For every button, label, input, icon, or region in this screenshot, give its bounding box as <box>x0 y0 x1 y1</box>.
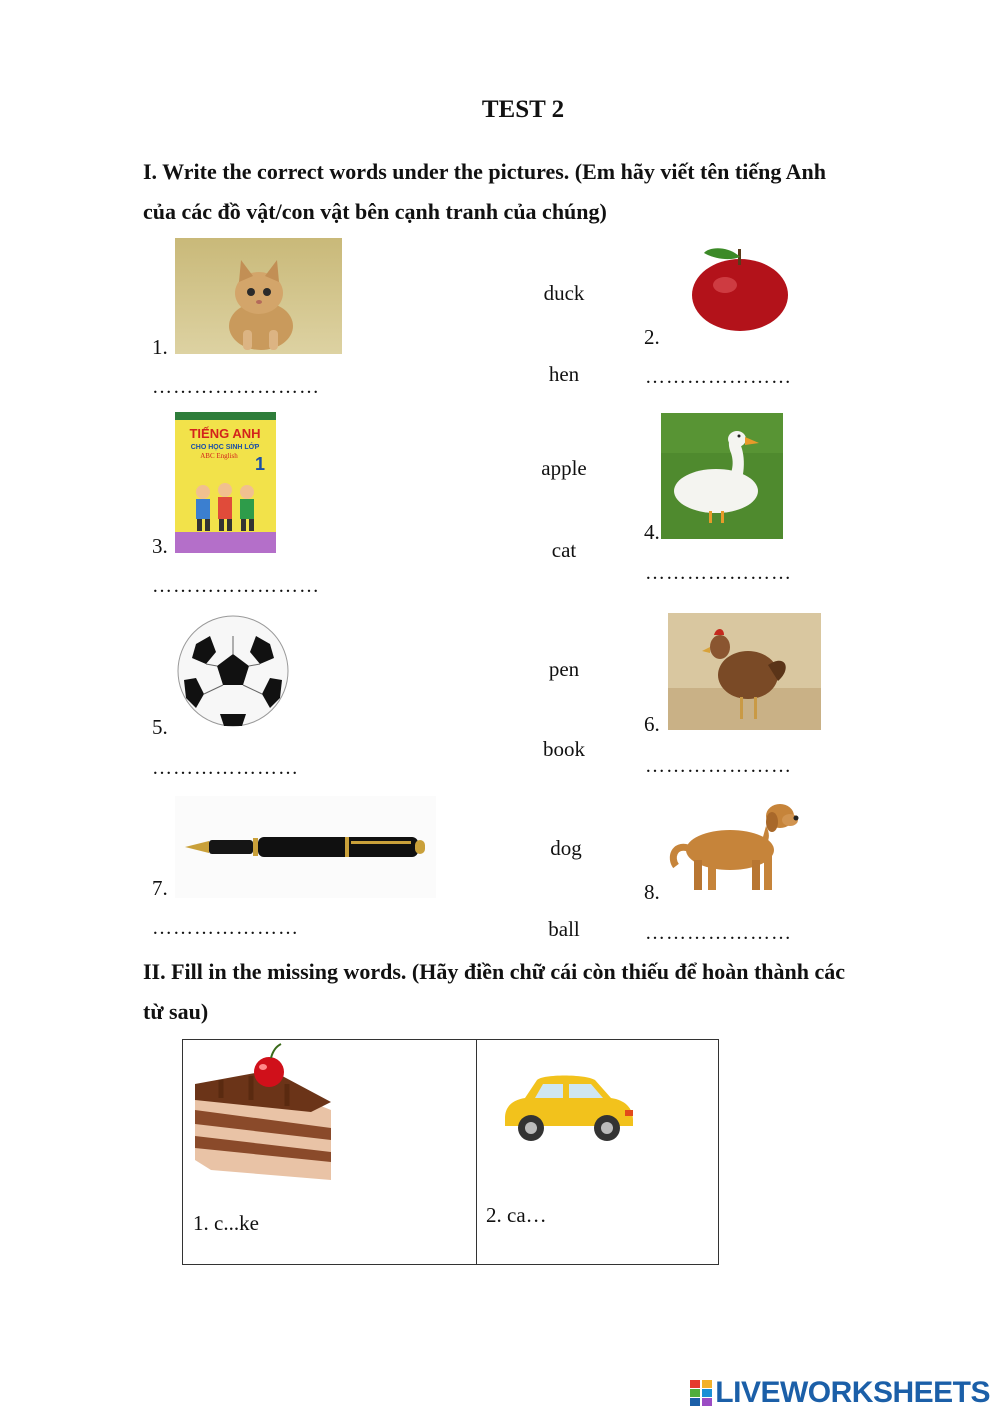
item-number: 6. <box>644 712 660 736</box>
section1-heading <box>143 152 826 232</box>
word-bank-item[interactable]: dog <box>550 836 582 860</box>
answer-line-3[interactable]: …………………… <box>152 575 320 597</box>
item-number: 3. <box>152 534 168 558</box>
word-bank-item[interactable]: pen <box>548 657 580 681</box>
section2-heading <box>143 952 845 1032</box>
item-number: 8. <box>644 880 660 904</box>
fill-cell-2 <box>477 1040 719 1265</box>
fill-in-table <box>182 1039 719 1265</box>
book-cover-series: ABC English <box>200 452 238 460</box>
cake-image <box>191 1040 331 1186</box>
word-bank-item[interactable]: hen <box>548 362 580 386</box>
section2-heading-line1: II. Fill in the missing words. (Hãy điền chữ cái còn thiếu để hoàn thành các <box>143 959 846 984</box>
word-bank-item[interactable]: cat <box>551 538 577 562</box>
answer-line-7[interactable]: ………………… <box>152 917 299 939</box>
section1-heading-line1: I. Write the correct words under the pictures. (Em hãy viết tên tiếng Anh <box>143 159 826 184</box>
pen-image <box>175 796 436 898</box>
kitten-image <box>175 238 342 354</box>
answer-line-5[interactable]: ………………… <box>152 757 299 779</box>
book-cover-subtitle: CHO HỌC SINH LỚP <box>190 444 260 451</box>
word-bank-item[interactable]: duck <box>543 281 585 305</box>
page-title: TEST 2 <box>481 96 565 123</box>
answer-line-8[interactable]: ………………… <box>645 922 792 944</box>
book-cover-title: TIẾNG ANH <box>189 426 261 441</box>
fill-cell-1 <box>183 1040 477 1265</box>
item-number: 4. <box>644 520 660 544</box>
book-cover-grade: 1 <box>254 454 266 474</box>
liveworksheets-logo[interactable] <box>690 1376 990 1410</box>
item-number: 5. <box>152 715 168 739</box>
fill-caption-2[interactable]: 2. ca… <box>486 1203 547 1227</box>
dog-image <box>668 796 799 894</box>
car-image <box>499 1070 637 1146</box>
answer-line-1[interactable]: …………………… <box>152 376 320 398</box>
hen-image <box>668 613 821 730</box>
section1-heading-line2: của các đồ vật/con vật bên cạnh tranh của chúng) <box>143 199 607 224</box>
apple-image <box>680 243 795 333</box>
duck-image <box>661 413 783 539</box>
section2-heading-line2: từ sau) <box>143 999 209 1024</box>
item-number: 2. <box>644 325 660 349</box>
logo-mark-icon <box>690 1380 712 1406</box>
item-number: 7. <box>152 876 168 900</box>
answer-line-4[interactable]: ………………… <box>645 562 792 584</box>
word-bank-item[interactable]: book <box>543 737 585 761</box>
book-image <box>175 412 276 553</box>
fill-caption-1[interactable]: 1. c...ke <box>193 1211 259 1235</box>
word-bank-item[interactable]: apple <box>541 456 587 480</box>
answer-line-2[interactable]: ………………… <box>645 366 792 388</box>
logo-text: LIVEWORKSHEETS <box>715 1376 990 1409</box>
answer-line-6[interactable]: ………………… <box>645 755 792 777</box>
word-bank-item[interactable]: ball <box>548 917 580 941</box>
ball-image <box>176 614 290 728</box>
item-number: 1. <box>152 335 168 359</box>
